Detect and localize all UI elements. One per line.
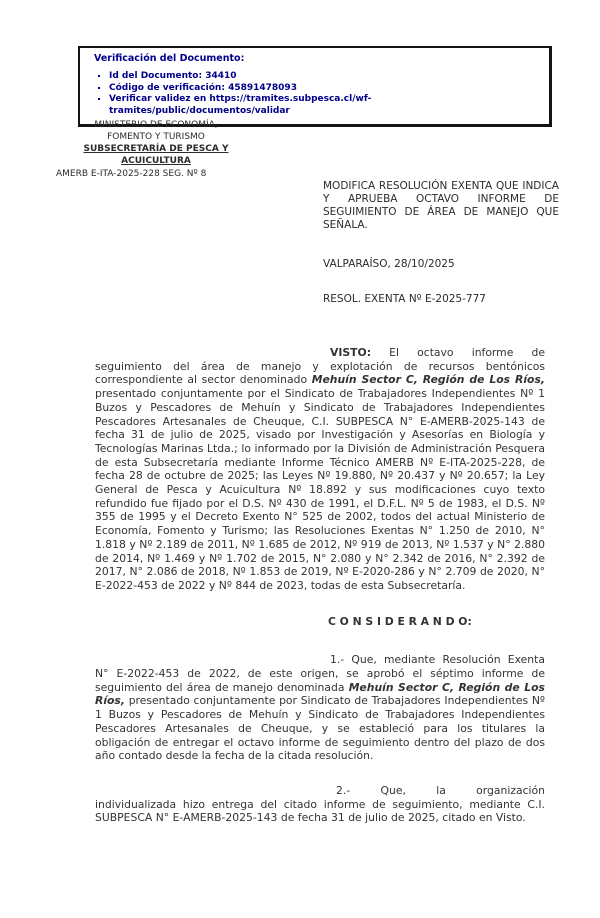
letterhead [56, 119, 256, 180]
place-and-date: VALPARAÍSO, 28/10/2025 [323, 258, 455, 270]
verification-title: Verificación del Documento: [94, 53, 245, 64]
considerando-paragraph-1 [95, 653, 545, 763]
visto-text-1: El octavo informe de seguimiento del área de manejo y explotación de recursos bentónicos correspondiente al sector denominado [95, 346, 545, 387]
considerando-paragraph-2 [95, 784, 545, 825]
paragraph-2-text: Que, la organización individualizada hizo entrega del citado informe de seguimiento, mediante C.I. SUBPESCA N° E-AMERB-2025-143 de fecha 31 de julio de 2025, citado en Visto. [95, 783, 545, 825]
paragraph-1-text-1: Que, mediante Resolución Exenta N° E-2022-453 de 2022, de este origen, se aprobó el séptimo informe de seguimiento del área de manejo denominada [95, 653, 545, 694]
letterhead-ministry-line1: MINISTERIO DE ECONOMÍA, [94, 120, 218, 130]
paragraph-1-number: 1.- [330, 653, 352, 667]
letterhead-subsecretaria-line2: ACUICULTURA [121, 156, 191, 166]
paragraph-2-number: 2.- [336, 783, 381, 797]
visto-paragraph [95, 346, 545, 593]
paragraph-1-area-name: Mehuín Sector C, Región de Los Ríos, [95, 680, 545, 708]
letterhead-subsecretaria-line1: SUBSECRETARÍA DE PESCA Y [83, 144, 229, 154]
resolution-subject: MODIFICA RESOLUCIÓN EXENTA QUE INDICA Y APRUEBA OCTAVO INFORME DE SEGUIMIENTO DE ÁREA DE MANEJO QUE SEÑALA. [323, 180, 559, 231]
document-reference: AMERB E-ITA-2025-228 SEG. Nº 8 [56, 169, 207, 179]
verification-list [94, 71, 541, 117]
considerando-heading: C O N S I D E R A N D O: [328, 614, 472, 628]
verification-item-code: ▪ Código de verificación: 45891478093 [109, 83, 541, 95]
verification-item-url: ▪ Verificar validez en https://tramites.subpesca.cl/wf-tramites/public/documentos/validar [109, 94, 541, 117]
verification-box [78, 46, 552, 127]
document-body [95, 346, 545, 825]
paragraph-1-text-2: presentado conjuntamente por Sindicato de Trabajadores Independientes Nº 1 Buzos y Pescadores de Mehuín y Sindicato de Trabajadores Independientes Pescadores Artesanales de Cheuque, y se estableció para los titulares la obligación de entregar el octavo informe de seguimiento dentro del plazo de dos año contado desde la fecha de la citada resolución. [95, 694, 545, 763]
visto-text-2: presentado conjuntamente por el Sindicato de Trabajadores Independientes Nº 1 Buzos y Pescadores de Mehuín y Sindicato de Trabajadores Independientes Pescadores Artesanales de Cheuque, C.I. SUBPESCA N° E-AMERB-2025-143 de fecha 31 de julio de 2025, visado por Investigación y Asesorías en Biología y Tecnologías Marinas Ltda.; lo informado por la División de Administración Pesquera de esta Subsecretaría mediante Informe Técnico AMERB Nº E-ITA-2025-228, de fecha 28 de octubre de 2025; las Leyes Nº 19.880, Nº 20.437 y Nº 20.657; la Ley General de Pesca y Acuicultura Nº 18.892 y sus modificaciones cuyo texto refundido fue fijado por el D.S. Nº 430 de 1991, el D.F.L. Nº 5 de 1983, el D.S. Nº 355 de 1995 y el Decreto Exento N° 525 de 2002, todos del actual Ministerio de Economía, Fomento y Turismo; las Resoluciones Exentas N° 1.250 de 2010, N° 1.818 y Nº 2.189 de 2011, Nº 1.685 de 2012, Nº 919 de 2013, Nº 1.537 y N° 2.880 de 2014, Nº 1.469 y Nº 1.702 de 2015, N° 2.080 y N° 2.342 de 2016, N° 2.392 de 2017, N° 2.086 de 2018, Nº 1.853 de 2019, Nº E-2020-286 y N° 2.709 de 2020, N° E-2022-453 de 2022 y Nº 844 de 2023, todas de esta Subsecretaría. [95, 387, 545, 592]
visto-area-name: Mehuín Sector C, Región de Los Ríos, [311, 373, 545, 387]
verification-item-document-id: ▪ Id del Documento: 34410 [109, 71, 541, 83]
resolution-number: RESOL. EXENTA Nº E-2025-777 [323, 293, 486, 305]
visto-label: VISTO: [330, 346, 372, 359]
letterhead-ministry-line2: FOMENTO Y TURISMO [107, 132, 205, 142]
